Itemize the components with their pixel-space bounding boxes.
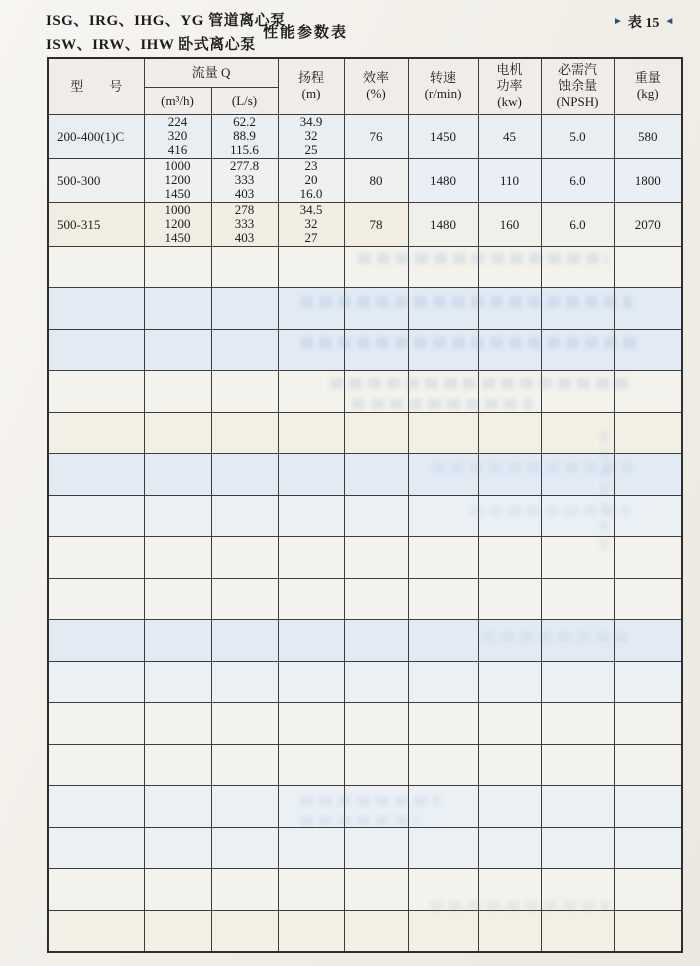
empty-cell (144, 454, 211, 496)
empty-cell (614, 246, 682, 288)
empty-cell (478, 454, 541, 496)
empty-cell (278, 620, 344, 662)
empty-cell (344, 537, 408, 579)
empty-cell (541, 910, 614, 952)
empty-row (48, 495, 682, 537)
empty-row (48, 661, 682, 703)
empty-cell (478, 537, 541, 579)
empty-cell (211, 744, 278, 786)
value-line: 277.8 (229, 158, 260, 173)
empty-row (48, 288, 682, 330)
page-marker-label: 表 15 (627, 16, 660, 31)
empty-cell (478, 744, 541, 786)
empty-row (48, 786, 682, 828)
header-weight (614, 58, 682, 114)
empty-cell (541, 869, 614, 911)
empty-cell (614, 661, 682, 703)
empty-cell (144, 661, 211, 703)
power-cell: 45 (478, 114, 541, 158)
empty-cell (48, 786, 144, 828)
weight-cell: 2070 (614, 202, 682, 246)
power-cell: 110 (478, 158, 541, 202)
empty-cell (144, 412, 211, 454)
empty-cell (48, 827, 144, 869)
empty-cell (144, 329, 211, 371)
empty-cell (278, 537, 344, 579)
empty-row (48, 910, 682, 952)
empty-cell (408, 537, 478, 579)
empty-cell (211, 371, 278, 413)
empty-cell (478, 620, 541, 662)
header-head-line1: 扬程 (298, 70, 325, 86)
empty-cell (478, 288, 541, 330)
flow-m3h-cell (144, 202, 211, 246)
value-line: 34.5 (299, 202, 323, 217)
header-model: 型 号 (48, 58, 144, 114)
empty-cell (541, 578, 614, 620)
header-motor-power-line2: 功率 (496, 78, 523, 94)
empty-cell (408, 578, 478, 620)
value-line: 1000 (164, 158, 191, 173)
empty-cell (144, 371, 211, 413)
value-line: 333 (234, 216, 255, 231)
value-line: 278 (234, 202, 255, 217)
empty-cell (541, 495, 614, 537)
empty-cell (144, 910, 211, 952)
header-efficiency (344, 58, 408, 114)
empty-cell (614, 537, 682, 579)
empty-cell (278, 412, 344, 454)
empty-cell (211, 827, 278, 869)
empty-cell (48, 744, 144, 786)
model-cell: 200-400(1)C (48, 114, 144, 158)
empty-cell (614, 371, 682, 413)
empty-row (48, 620, 682, 662)
empty-cell (278, 578, 344, 620)
empty-cell (278, 827, 344, 869)
right-triangle-icon: ◄ (664, 16, 675, 27)
empty-row (48, 246, 682, 288)
empty-cell (614, 329, 682, 371)
table-row (48, 202, 682, 246)
empty-cell (541, 827, 614, 869)
empty-cell (344, 371, 408, 413)
header-motor-power-line3: (kw) (497, 94, 522, 110)
empty-cell (48, 288, 144, 330)
empty-cell (614, 288, 682, 330)
empty-cell (478, 827, 541, 869)
empty-cell (478, 412, 541, 454)
empty-cell (541, 786, 614, 828)
empty-cell (278, 661, 344, 703)
empty-cell (144, 869, 211, 911)
empty-cell (278, 454, 344, 496)
series-title-line1: ISG、IRG、IHG、YG 管道离心泵 (46, 13, 286, 29)
empty-row (48, 412, 682, 454)
empty-cell (614, 910, 682, 952)
empty-cell (541, 246, 614, 288)
value-line: 25 (304, 142, 318, 157)
empty-cell (211, 578, 278, 620)
empty-cell (278, 495, 344, 537)
empty-row (48, 578, 682, 620)
empty-cell (344, 329, 408, 371)
value-line: 32 (304, 216, 318, 231)
empty-cell (478, 910, 541, 952)
empty-cell (478, 371, 541, 413)
empty-cell (48, 661, 144, 703)
empty-cell (48, 910, 144, 952)
flow-ls-cell (211, 202, 278, 246)
empty-cell (211, 661, 278, 703)
empty-cell (144, 288, 211, 330)
empty-cell (408, 246, 478, 288)
empty-cell (144, 703, 211, 745)
empty-cell (614, 454, 682, 496)
empty-cell (144, 537, 211, 579)
empty-cell (48, 537, 144, 579)
empty-cell (211, 288, 278, 330)
empty-cell (408, 786, 478, 828)
empty-cell (478, 869, 541, 911)
header-weight-line1: 重量 (634, 70, 661, 86)
empty-cell (48, 703, 144, 745)
empty-cell (48, 620, 144, 662)
empty-cell (144, 786, 211, 828)
value-line: 20 (304, 172, 318, 187)
empty-cell (344, 246, 408, 288)
empty-cell (344, 744, 408, 786)
empty-cell (48, 246, 144, 288)
table-row (48, 114, 682, 158)
empty-cell (408, 329, 478, 371)
value-line: 16.0 (299, 186, 323, 201)
empty-cell (614, 786, 682, 828)
header-head (278, 58, 344, 114)
empty-cell (478, 786, 541, 828)
header-speed (408, 58, 478, 114)
empty-cell (408, 412, 478, 454)
empty-cell (541, 454, 614, 496)
empty-row (48, 329, 682, 371)
speed-cell: 1480 (408, 202, 478, 246)
empty-cell (408, 910, 478, 952)
flow-m3h-cell (144, 114, 211, 158)
table-row (48, 158, 682, 202)
empty-cell (478, 495, 541, 537)
empty-cell (478, 329, 541, 371)
header-npsh (541, 58, 614, 114)
value-line: 320 (167, 128, 188, 143)
empty-cell (344, 288, 408, 330)
empty-cell (211, 620, 278, 662)
empty-cell (478, 661, 541, 703)
flow-m3h-cell (144, 158, 211, 202)
empty-cell (614, 578, 682, 620)
head-cell (278, 158, 344, 202)
empty-cell (48, 869, 144, 911)
model-cell: 500-300 (48, 158, 144, 202)
empty-row (48, 869, 682, 911)
empty-cell (344, 495, 408, 537)
value-line: 403 (234, 186, 255, 201)
value-line: 333 (234, 172, 255, 187)
empty-cell (344, 786, 408, 828)
empty-cell (541, 537, 614, 579)
value-line: 1450 (164, 230, 191, 245)
empty-cell (344, 661, 408, 703)
empty-cell (211, 412, 278, 454)
empty-cell (541, 329, 614, 371)
empty-cell (211, 869, 278, 911)
npsh-cell: 5.0 (541, 114, 614, 158)
empty-cell (344, 703, 408, 745)
table-body (48, 114, 682, 952)
empty-cell (478, 703, 541, 745)
header-flow: 流量 Q (144, 58, 278, 87)
efficiency-cell: 76 (344, 114, 408, 158)
empty-cell (278, 288, 344, 330)
empty-cell (278, 744, 344, 786)
empty-cell (344, 620, 408, 662)
header-flow-ls: (L/s) (211, 87, 278, 114)
speed-cell: 1480 (408, 158, 478, 202)
series-title-line2: ISW、IRW、IHW 卧式离心泵 (46, 37, 256, 53)
empty-cell (408, 827, 478, 869)
header-flow-m3h: (m³/h) (144, 87, 211, 114)
empty-cell (48, 371, 144, 413)
empty-cell (211, 786, 278, 828)
empty-cell (278, 869, 344, 911)
empty-cell (278, 329, 344, 371)
efficiency-cell: 78 (344, 202, 408, 246)
empty-cell (408, 495, 478, 537)
empty-cell (541, 661, 614, 703)
empty-cell (211, 495, 278, 537)
empty-cell (408, 703, 478, 745)
table-title: 性能参数表 (263, 25, 349, 41)
empty-cell (478, 246, 541, 288)
empty-cell (211, 454, 278, 496)
empty-cell (541, 288, 614, 330)
empty-cell (48, 495, 144, 537)
value-line: 1200 (164, 216, 191, 231)
empty-cell (144, 246, 211, 288)
empty-cell (211, 537, 278, 579)
header-efficiency-line2: (%) (366, 86, 386, 102)
header-npsh-line3: (NPSH) (556, 94, 599, 110)
empty-cell (144, 578, 211, 620)
empty-cell (144, 620, 211, 662)
head-cell (278, 202, 344, 246)
empty-cell (344, 454, 408, 496)
empty-cell (278, 371, 344, 413)
empty-cell (614, 412, 682, 454)
empty-cell (144, 495, 211, 537)
header-head-line2: (m) (301, 86, 321, 102)
header-npsh-line1: 必需汽 (558, 62, 598, 78)
header-speed-line1: 转速 (430, 70, 457, 86)
empty-cell (408, 744, 478, 786)
empty-cell (48, 329, 144, 371)
empty-cell (48, 454, 144, 496)
header-weight-line2: (kg) (636, 86, 659, 102)
model-cell: 500-315 (48, 202, 144, 246)
empty-cell (344, 412, 408, 454)
empty-cell (211, 703, 278, 745)
empty-cell (408, 371, 478, 413)
value-line: 32 (304, 128, 318, 143)
value-line: 1000 (164, 202, 191, 217)
npsh-cell: 6.0 (541, 158, 614, 202)
empty-cell (48, 412, 144, 454)
value-line: 115.6 (230, 142, 259, 157)
efficiency-cell: 80 (344, 158, 408, 202)
empty-cell (408, 869, 478, 911)
empty-cell (344, 869, 408, 911)
value-line: 403 (234, 230, 255, 245)
empty-cell (211, 246, 278, 288)
empty-cell (614, 827, 682, 869)
page-marker (613, 12, 674, 32)
empty-cell (541, 744, 614, 786)
empty-cell (614, 744, 682, 786)
value-line: 34.9 (299, 114, 323, 129)
empty-cell (211, 329, 278, 371)
empty-cell (344, 578, 408, 620)
header-speed-line2: (r/min) (424, 86, 462, 102)
empty-cell (541, 620, 614, 662)
left-triangle-icon: ► (613, 16, 623, 27)
speed-cell: 1450 (408, 114, 478, 158)
empty-cell (408, 620, 478, 662)
empty-cell (48, 578, 144, 620)
empty-cell (344, 827, 408, 869)
empty-row (48, 371, 682, 413)
empty-cell (278, 786, 344, 828)
empty-cell (278, 246, 344, 288)
npsh-cell: 6.0 (541, 202, 614, 246)
empty-row (48, 454, 682, 496)
value-line: 23 (304, 158, 318, 173)
empty-cell (144, 827, 211, 869)
header-npsh-line2: 蚀余量 (558, 78, 598, 94)
empty-cell (614, 620, 682, 662)
value-line: 1450 (164, 186, 191, 201)
empty-cell (478, 578, 541, 620)
value-line: 224 (167, 114, 188, 129)
head-cell (278, 114, 344, 158)
value-line: 1200 (164, 172, 191, 187)
empty-cell (408, 288, 478, 330)
header-motor-power (478, 58, 541, 114)
empty-row (48, 537, 682, 579)
header-motor-power-line1: 电机 (496, 62, 523, 78)
value-line: 416 (167, 142, 188, 157)
weight-cell: 580 (614, 114, 682, 158)
value-line: 88.9 (233, 128, 256, 143)
empty-cell (211, 910, 278, 952)
empty-row (48, 744, 682, 786)
weight-cell: 1800 (614, 158, 682, 202)
empty-cell (541, 703, 614, 745)
header-efficiency-line1: 效率 (363, 70, 390, 86)
empty-row (48, 703, 682, 745)
flow-ls-cell (211, 158, 278, 202)
empty-cell (541, 371, 614, 413)
empty-cell (408, 454, 478, 496)
power-cell: 160 (478, 202, 541, 246)
empty-row (48, 827, 682, 869)
performance-parameters-table (47, 57, 683, 953)
empty-cell (614, 703, 682, 745)
empty-cell (278, 910, 344, 952)
empty-cell (614, 869, 682, 911)
value-line: 62.2 (233, 114, 256, 129)
value-line: 27 (304, 230, 318, 245)
empty-cell (614, 495, 682, 537)
empty-cell (344, 910, 408, 952)
empty-cell (278, 703, 344, 745)
empty-cell (408, 661, 478, 703)
table-header (48, 58, 682, 114)
empty-cell (144, 744, 211, 786)
flow-ls-cell (211, 114, 278, 158)
empty-cell (541, 412, 614, 454)
